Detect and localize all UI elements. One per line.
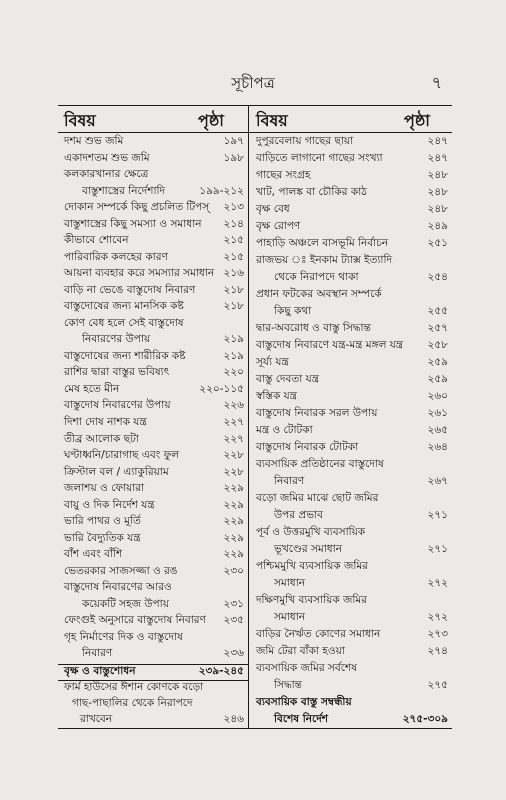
entry-title: ভারি বৈদ্যুতিক যন্ত্র bbox=[64, 531, 141, 544]
entry-page: ২৫১ bbox=[427, 237, 448, 249]
toc-entry bbox=[250, 560, 452, 577]
toc-entry bbox=[58, 664, 248, 682]
toc-entry bbox=[250, 492, 452, 509]
entry-title: সিদ্ধান্ত bbox=[274, 679, 302, 691]
entry-title: গাছের সংগ্রহ bbox=[256, 169, 311, 181]
entry-title: পূর্ব ও উত্তরমুখি ব্যবসায়িক bbox=[256, 526, 366, 538]
toc-entry bbox=[250, 628, 452, 645]
toc-entry bbox=[250, 373, 452, 390]
header-page-left: পৃষ্ঠা bbox=[198, 111, 224, 130]
toc-entry bbox=[250, 390, 452, 407]
entry-title: গাছ-পাছালির থেকে নিরাপদে bbox=[72, 696, 193, 709]
entry-page: ২৫৯ bbox=[427, 356, 448, 368]
entry-page: ২৭৫-৩০৯ bbox=[402, 713, 448, 725]
entry-page: ২২৯ bbox=[223, 531, 244, 544]
toc-entry bbox=[58, 466, 248, 483]
entry-page: ২২৯ bbox=[223, 548, 244, 561]
entry-title: ভূখণ্ডের সমাধান bbox=[274, 543, 342, 555]
toc-entry bbox=[250, 611, 452, 628]
entry-page: ২২৭ bbox=[223, 415, 244, 428]
entry-page: ২৩৬ bbox=[223, 647, 244, 660]
toc-entry bbox=[250, 237, 452, 254]
toc-entry bbox=[58, 152, 248, 169]
entry-page: ২৬৪ bbox=[427, 441, 448, 453]
toc-entry bbox=[58, 614, 248, 631]
entry-page: ২২৯ bbox=[223, 482, 244, 495]
entry-title: বৃক্ষ বেধ bbox=[256, 203, 290, 215]
page-number: ৭ bbox=[431, 73, 442, 92]
entry-page: ২১৩ bbox=[223, 201, 244, 214]
entry-title: পারিবারিক কলহের কারণ bbox=[64, 250, 168, 263]
toc-entry bbox=[58, 697, 248, 714]
entry-page: ২৪৮ bbox=[427, 186, 448, 198]
toc-entry bbox=[250, 662, 452, 679]
toc-entry bbox=[58, 713, 248, 730]
toc-entry bbox=[58, 433, 248, 450]
toc-entry bbox=[250, 679, 452, 696]
entry-title: থেকে নিরাপদে থাকা bbox=[274, 271, 359, 283]
entry-title: খাট, পালঙ্ক বা চৌকির কাঠ bbox=[256, 186, 367, 198]
entry-page: ২১৪ bbox=[223, 217, 244, 230]
toc-entry bbox=[58, 383, 248, 400]
toc-entry bbox=[250, 203, 452, 220]
entry-title: জমি টেরা বাঁকা হওয়া bbox=[256, 645, 345, 657]
entry-title: মন্ত্র ও টোটকা bbox=[256, 424, 313, 436]
entry-page: ২৬৭ bbox=[427, 475, 448, 487]
toc-entry bbox=[250, 169, 452, 186]
entry-title: মেষ হতে মীন bbox=[64, 382, 120, 395]
toc-entry bbox=[58, 548, 248, 565]
entry-title: নিবারণ bbox=[274, 475, 305, 487]
toc-entry bbox=[58, 168, 248, 185]
entry-title: নিবারণ bbox=[82, 647, 113, 660]
toc-entry bbox=[58, 499, 248, 516]
entry-page: ২৬০ bbox=[427, 390, 448, 402]
toc-entry bbox=[250, 407, 452, 424]
header-subject-left: বিষয় bbox=[64, 111, 96, 130]
entry-page: ২২৬ bbox=[223, 399, 244, 412]
entry-title: ভেতরকার সাজসজ্জা ও রঙ bbox=[64, 564, 178, 577]
entry-page: ২৩৫ bbox=[223, 614, 244, 627]
toc-entry bbox=[250, 713, 452, 730]
toc-entry bbox=[250, 288, 452, 305]
entry-page: ২৩০ bbox=[223, 564, 244, 577]
entry-page: ২১৮ bbox=[223, 283, 244, 296]
toc-entry bbox=[58, 284, 248, 301]
toc-entry bbox=[58, 366, 248, 383]
toc-entry bbox=[250, 594, 452, 611]
toc-entry bbox=[58, 581, 248, 598]
entry-title: উপর প্রভাব bbox=[274, 509, 323, 521]
entry-title: দিশা দোষ নাশক যন্ত্র bbox=[64, 415, 147, 428]
entry-title: গৃহ নির্মাণের দিক ও বাস্তুদোষ bbox=[64, 630, 183, 643]
entry-title: ভারি পাথর ও মূর্তি bbox=[64, 515, 141, 528]
entry-title: বাস্তুদোষের জন্য মানসিক কষ্ট bbox=[64, 300, 184, 313]
toc-entry bbox=[250, 356, 452, 373]
entry-page: ২২০-১১৫ bbox=[199, 382, 244, 395]
entry-title: বাড়িতে লাগানো গাছের সংখ্যা bbox=[256, 152, 383, 164]
entry-page: ২৪৮ bbox=[427, 203, 448, 215]
entry-page: ২৭৫ bbox=[427, 679, 448, 691]
toc-entry bbox=[58, 135, 248, 152]
toc-entry bbox=[58, 234, 248, 251]
entry-title: ব্যবসায়িক জমির সর্বশেষ bbox=[256, 662, 357, 674]
entry-page: ২৭১ bbox=[427, 509, 448, 521]
entry-title: দশম শুভ জমি bbox=[64, 135, 124, 147]
entry-page: ২১৯ bbox=[223, 333, 244, 346]
entry-title: রাজভয় ঃ ইনকাম ট্যাক্স ইত্যাদি bbox=[256, 254, 392, 266]
entry-title: কয়েকটি সহজ উপায় bbox=[82, 597, 169, 610]
toc-entry bbox=[58, 251, 248, 268]
entry-title: ফার্ম হাউসের ঈশান কোণকে বড়ো bbox=[64, 681, 204, 694]
entry-title: বড়ো জমির মাঝে ছোট জমির bbox=[256, 492, 379, 504]
entry-page: ২৭২ bbox=[427, 577, 448, 589]
toc-entry bbox=[58, 333, 248, 350]
entry-title: বাস্তুদোষ নিবারক সরল উপায় bbox=[256, 407, 378, 419]
toc-entry bbox=[58, 267, 248, 284]
entry-title: দোকান সম্পর্কে কিছু প্রচলিত টিপস্ bbox=[64, 201, 210, 214]
entry-title: বায়ু ও দিক নির্দেশ যন্ত্র bbox=[64, 498, 155, 511]
toc-entry bbox=[58, 185, 248, 202]
table-header bbox=[58, 106, 452, 133]
entry-page: ২৭৩ bbox=[427, 628, 448, 640]
entry-title: কলকারখানার ক্ষেত্রে bbox=[64, 168, 149, 181]
entry-title: রাখবেন bbox=[80, 713, 113, 726]
entry-title: সমাধান bbox=[274, 611, 306, 623]
toc-entry bbox=[58, 416, 248, 433]
toc-entry bbox=[250, 305, 452, 322]
entry-title: জলাশয় ও ফোয়ারা bbox=[64, 482, 145, 495]
toc-entry bbox=[58, 532, 248, 549]
entry-page: ২১৬ bbox=[223, 267, 244, 280]
toc-entry bbox=[250, 339, 452, 356]
entry-title: কীভাবে শোবেন bbox=[64, 234, 129, 247]
entry-title: আয়না ব্যবহার করে সমস্যার সমাধান bbox=[64, 267, 215, 280]
toc-entry bbox=[250, 526, 452, 543]
entry-title: ঘণ্টাধ্বনি/চারাগাছ এবং ফুল bbox=[64, 449, 180, 462]
toc-entry bbox=[250, 441, 452, 458]
entry-title: সূর্য্য যন্ত্র bbox=[256, 356, 289, 368]
toc-entry bbox=[58, 218, 248, 235]
entry-page: ২২৯ bbox=[223, 498, 244, 511]
toc-table bbox=[58, 105, 452, 729]
entry-title: বাস্তুশাস্ত্রের নির্দেশাদি bbox=[82, 184, 166, 197]
entry-title: বাস্তুদোষ নিবারণের আরও bbox=[64, 581, 172, 594]
entry-title: পশ্চিমমুখি ব্যবসায়িক জমির bbox=[256, 560, 368, 572]
toc-entry bbox=[58, 482, 248, 499]
entry-title: ব্যবসায়িক বাস্তু সম্বন্ধীয় bbox=[256, 696, 352, 708]
entry-page: ২৭২ bbox=[427, 611, 448, 623]
toc-entry bbox=[58, 201, 248, 218]
entry-page: ২২৭ bbox=[223, 432, 244, 445]
toc-entry bbox=[250, 220, 452, 237]
entry-page: ২৪৭ bbox=[427, 135, 448, 147]
toc-column-right bbox=[250, 133, 452, 728]
toc-entry bbox=[58, 317, 248, 334]
entry-page: ২২৯ bbox=[223, 515, 244, 528]
toc-column-left bbox=[58, 133, 248, 728]
toc-entry bbox=[250, 475, 452, 492]
toc-entry bbox=[58, 631, 248, 648]
entry-page: ২১৫ bbox=[223, 250, 244, 263]
toc-entry bbox=[250, 271, 452, 288]
toc-entry bbox=[250, 424, 452, 441]
entry-page: ২৩৯-২৪৫ bbox=[198, 664, 244, 677]
toc-entry bbox=[250, 543, 452, 560]
toc-entry bbox=[58, 647, 248, 664]
entry-page: ২৫৮ bbox=[427, 339, 448, 351]
entry-page: ২৬৫ bbox=[427, 424, 448, 436]
entry-page: ২১৯ bbox=[223, 349, 244, 362]
entry-page: ২৪৬ bbox=[223, 713, 244, 726]
entry-title: তীব্র আলোক ছটা bbox=[64, 432, 139, 445]
toc-entry bbox=[58, 399, 248, 416]
entry-title: কোণ বেধ হলে সেই বাস্তুদোষ bbox=[64, 316, 184, 329]
entry-title: বাস্তু দেবতা যন্ত্র bbox=[256, 373, 319, 385]
page-title: সূচীপত্র bbox=[231, 74, 275, 92]
entry-title: বিশেষ নির্দেশ bbox=[274, 713, 328, 725]
entry-title: ক্রিস্টাল বল / এ্যাকুরিয়াম bbox=[64, 465, 169, 478]
entry-title: পাহাড়ি অঞ্চলে বাসভূমি নির্বাচন bbox=[256, 237, 389, 249]
entry-page: ১৯৯-২১২ bbox=[199, 184, 244, 197]
column-divider bbox=[248, 106, 249, 728]
entry-title: বাঁশ এবং বাঁশি bbox=[64, 548, 123, 561]
toc-entry bbox=[58, 598, 248, 615]
toc-entry bbox=[250, 186, 452, 203]
toc-entry bbox=[250, 135, 452, 152]
toc-entry bbox=[58, 680, 248, 698]
toc-entry bbox=[58, 565, 248, 582]
entry-page: ২২৮ bbox=[223, 449, 244, 462]
entry-page: ২৫৫ bbox=[427, 305, 448, 317]
toc-entry bbox=[58, 300, 248, 317]
toc-entry bbox=[250, 577, 452, 594]
entry-page: ২৭৪ bbox=[427, 645, 448, 657]
entry-title: একাদশতম শুভ জমি bbox=[64, 151, 150, 164]
entry-title: বাস্তুদোষ নিবারক টোটকা bbox=[256, 441, 359, 453]
entry-title: স্বস্তিক যন্ত্র bbox=[256, 390, 297, 402]
entry-title: কিছু কথা bbox=[274, 305, 312, 317]
entry-title: দুপুরবেলায় গাছের ছায়া bbox=[256, 135, 354, 147]
toc-entry bbox=[250, 152, 452, 169]
toc-entry bbox=[250, 254, 452, 271]
entry-page: ২৬১ bbox=[427, 407, 448, 419]
entry-page: ২১৫ bbox=[223, 234, 244, 247]
toc-entry bbox=[58, 350, 248, 367]
toc-entry bbox=[250, 458, 452, 475]
entry-page: ২৫৪ bbox=[427, 271, 448, 283]
entry-page: ২৫৭ bbox=[427, 322, 448, 334]
entry-title: সমাধান bbox=[274, 577, 306, 589]
entry-title: ব্যবসায়িক প্রতিষ্ঠানের বাস্তুদোষ bbox=[256, 458, 384, 470]
toc-entry bbox=[250, 696, 452, 713]
header-page-right: পৃষ্ঠা bbox=[404, 111, 430, 130]
entry-title: নিবারণের উপায় bbox=[82, 333, 151, 346]
entry-title: দ্বার-অবরোধ ও বাস্তু সিদ্ধান্ত bbox=[256, 322, 371, 334]
toc-entry bbox=[58, 449, 248, 466]
entry-title: ফেংগুই অনুসারে বাস্তুদোষ নিবারণ bbox=[64, 614, 206, 627]
entry-page: ২২৮ bbox=[223, 465, 244, 478]
entry-title: বাস্তুদোষ নিবারণের উপায় bbox=[64, 399, 171, 412]
entry-title: বাস্তুদোষ নিবারণে যন্ত্র-মন্ত্র মঙ্গল যন্ত্র bbox=[256, 339, 404, 351]
entry-page: ২১৮ bbox=[223, 300, 244, 313]
entry-page: ২৪৯ bbox=[427, 220, 448, 232]
entry-title: প্রধান ফটকের অবস্থান সম্পর্কে bbox=[256, 288, 382, 300]
entry-title: বাড়ি না ভেঙে বাস্তুদোষ নিবারণ bbox=[64, 283, 196, 296]
entry-page: ২৪৮ bbox=[427, 169, 448, 181]
toc-entry bbox=[250, 509, 452, 526]
header-subject-right: বিষয় bbox=[256, 111, 288, 130]
entry-title: দক্ষিণমুখি ব্যবসায়িক জমির bbox=[256, 594, 368, 606]
entry-title: রাশির দ্বারা বাস্তুর ভবিষ্যৎ bbox=[64, 366, 170, 379]
entry-title: বাস্তুশাস্ত্রের কিছু সমস্যা ও সমাধান bbox=[64, 217, 202, 230]
entry-title: বৃক্ষ ও বাস্তুশোধন bbox=[64, 664, 136, 677]
entry-page: ২৫৯ bbox=[427, 373, 448, 385]
toc-entry bbox=[250, 645, 452, 662]
entry-page: ১৯৮ bbox=[223, 151, 244, 164]
entry-title: বৃক্ষ রোপণ bbox=[256, 220, 301, 232]
entry-page: ২৪৭ bbox=[427, 152, 448, 164]
entry-page: ২৩১ bbox=[223, 597, 244, 610]
entry-page: ২৭১ bbox=[427, 543, 448, 555]
entry-title: বাস্তুদোষের জন্য শারীরিক কষ্ট bbox=[64, 349, 186, 362]
toc-entry bbox=[250, 322, 452, 339]
entry-title: বাড়ির নৈর্ঋত কোণের সমাধান bbox=[256, 628, 381, 640]
entry-page: ২২০ bbox=[223, 366, 244, 379]
toc-entry bbox=[58, 515, 248, 532]
entry-page: ১৯৭ bbox=[223, 135, 244, 147]
